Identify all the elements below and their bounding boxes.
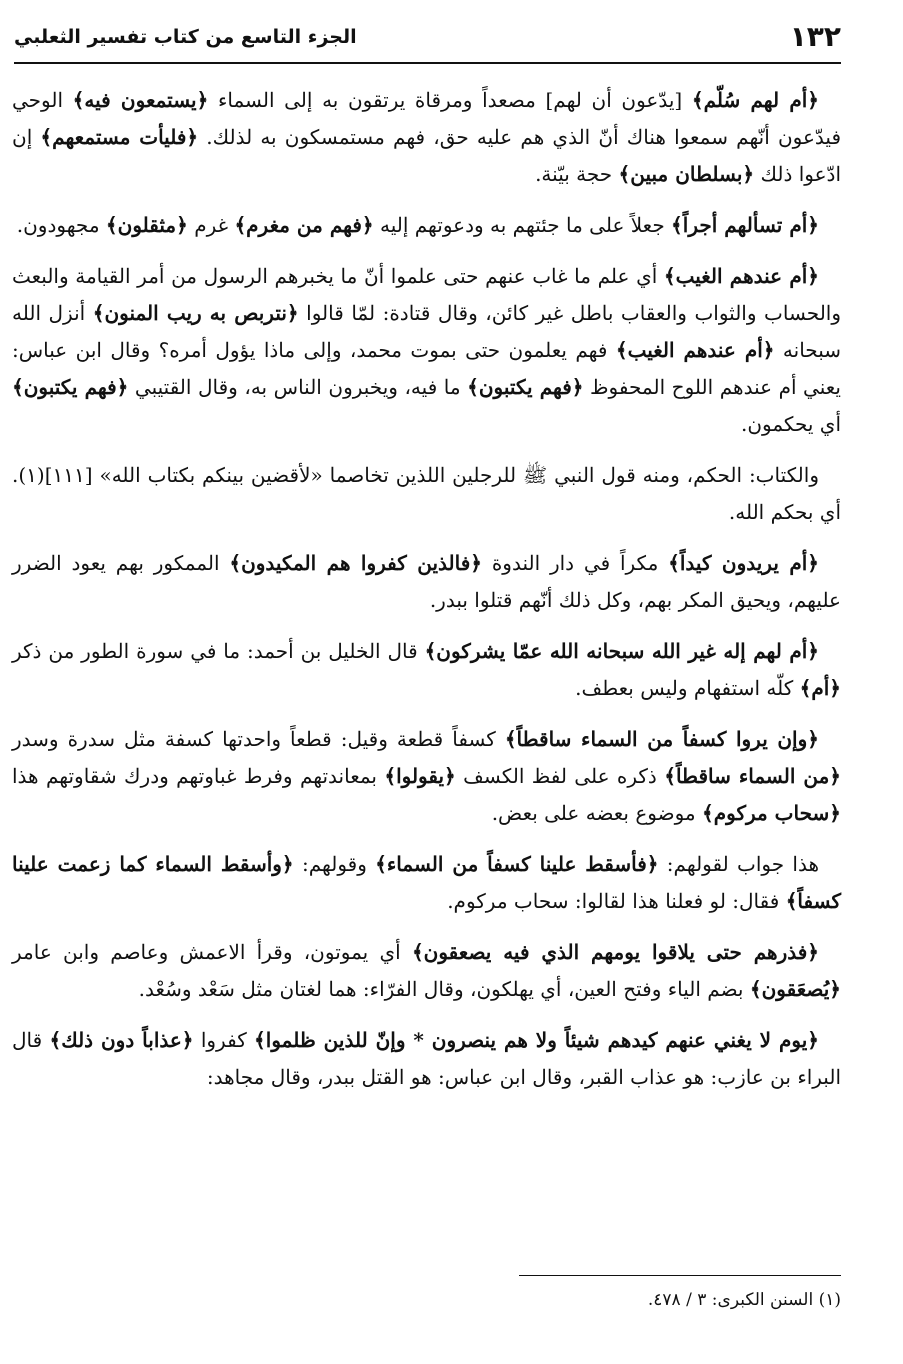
paragraph: ﴿أم تسألهم أجراً﴾ جعلاً على ما جئتهم به ودعوتهم إليه ﴿فهم من مغرم﴾ غرم ﴿مثقلون﴾ مجهودون. xyxy=(16,213,819,237)
paragraph: هذا جواب لقولهم: ﴿فأسقط علينا كسفاً من السماء﴾ وقولهم: ﴿وأسقط السماء كما زعمت علينا كسفاً﴾ فقال: لو فعلنا هذا لقالوا: سحاب مركوم. xyxy=(12,852,841,913)
paragraph: ﴿فذرهم حتى يلاقوا يومهم الذي فيه يصعقون﴾ أي يموتون، وقرأ الاعمش وعاصم وابن عامر ﴿يُصعَقون﴾ بضم الياء وفتح العين، أي يهلكون، وقال الفرّاء: هما لغتان مثل سَعْد وسُعْد. xyxy=(12,940,841,1001)
page-number: ١٣٢ xyxy=(789,20,841,53)
page-header xyxy=(14,18,841,64)
paragraph: ﴿أم لهم إله غير الله سبحانه الله عمّا يشركون﴾ قال الخليل بن أحمد: ما في سورة الطور من ذكر ﴿أم﴾ كلّه استفهام وليس بعطف. xyxy=(12,639,841,700)
paragraph: ﴿يوم لا يغني عنهم كيدهم شيئاً ولا هم ينصرون * وإنّ للذين ظلموا﴾ كفروا ﴿عذاباً دون ذلك﴾ قال البراء بن عازب: هو عذاب القبر، وقال ابن عباس: هو القتل ببدر، وقال مجاهد: xyxy=(12,1028,841,1089)
body-text xyxy=(12,82,841,1110)
paragraph: ﴿أم لهم سُلّم﴾ [يدّعون أن لهم] مصعداً ومرقاة يرتقون به إلى السماء ﴿يستمعون فيه﴾ الوحي فيدّعون أنّهم سمعوا هناك أنّ الذي هم عليه حق، فهم مستمسكون به لذلك. ﴿فليأت مستمعهم﴾ إن ادّعوا ذلك ﴿بسلطان مبين﴾ حجة بيّنة. xyxy=(12,88,842,186)
paragraph: ﴿أم عندهم الغيب﴾ أي علم ما غاب عنهم حتى علموا أنّ ما يخبرهم الرسول من أمر القيامة والبعث والحساب والثواب والعقاب باطل غير كائن، وقال قتادة: لمّا قالوا ﴿نتربص به ريب المنون﴾ أنزل الله سبحانه ﴿أم عندهم الغيب﴾ فهم يعلمون حتى بموت محمد، وإلى ماذا يؤول أمره؟ وقال ابن عباس: يعني أم عندهم اللوح المحفوظ ﴿فهم يكتبون﴾ ما فيه، ويخبرون الناس به، وقال القتيبي ﴿فهم يكتبون﴾ أي يحكمون. xyxy=(12,264,842,436)
footnote-divider xyxy=(519,1275,841,1276)
running-title: الجزء التاسع من كتاب تفسير الثعلبي xyxy=(14,26,357,48)
paragraph: ﴿أم يريدون كيداً﴾ مكراً في دار الندوة ﴿فالذين كفروا هم المكيدون﴾ الممكور بهم يعود الضرر عليهم، ويحيق المكر بهم، وكل ذلك أنّهم قتلوا ببدر. xyxy=(12,551,841,612)
footnote: (١) السنن الكبرى: ٣ / ٤٧٨. xyxy=(647,1290,841,1310)
paragraph: والكتاب: الحكم، ومنه قول النبي ﷺ للرجلين اللذين تخاصما «لأقضين بينكم بكتاب الله» [١١١](١). أي بحكم الله. xyxy=(12,463,841,524)
paragraph: ﴿وإن يروا كسفاً من السماء ساقطاً﴾ كسفاً قطعة وقيل: قطعاً واحدتها كسفة مثل سدرة وسدر ﴿من السماء ساقطاً﴾ ذكره على لفظ الكسف ﴿يقولوا﴾ بمعاندتهم وفرط غباوتهم ودرك شقاوتهم هذا ﴿سحاب مركوم﴾ موضوع بعضه على بعض. xyxy=(12,727,841,825)
